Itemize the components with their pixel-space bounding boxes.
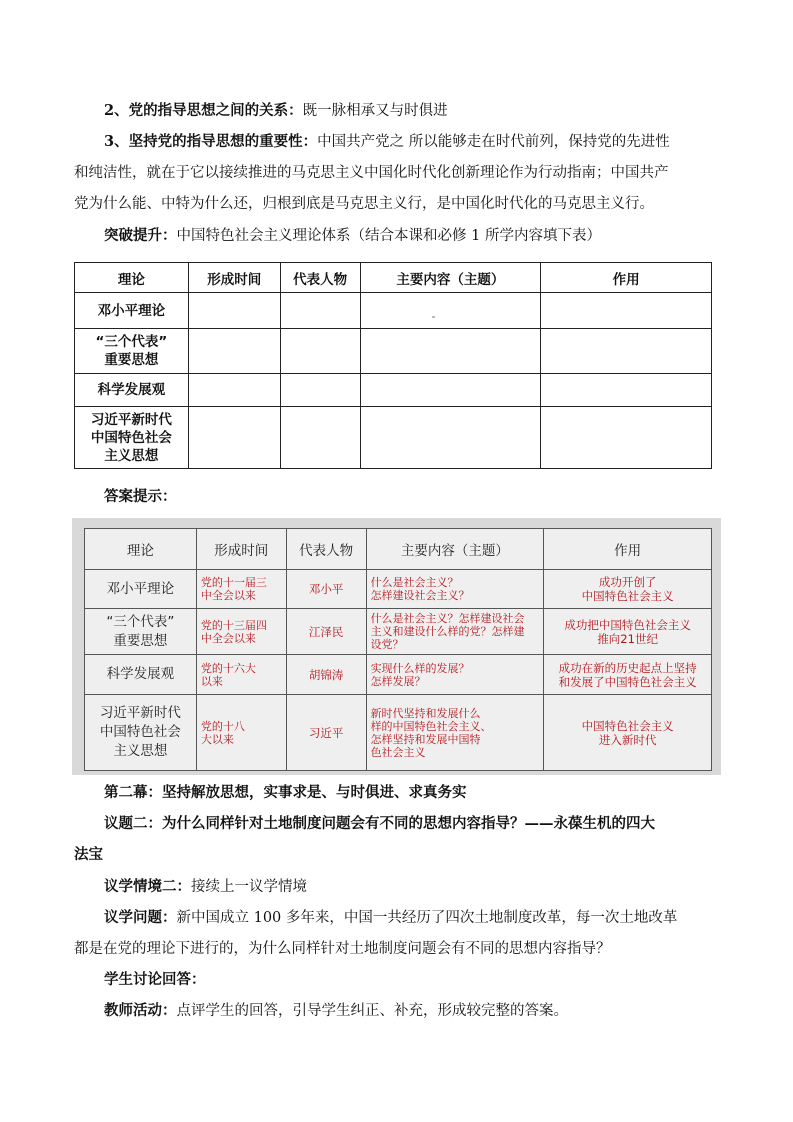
- answer-table: [84, 528, 712, 771]
- question-line-1: [104, 907, 724, 929]
- table-row: [85, 609, 712, 655]
- theory-name: 邓小平理论: [85, 570, 197, 609]
- representative-person: 邓小平: [286, 570, 366, 609]
- blank-cell[interactable]: [188, 329, 280, 374]
- blank-cell[interactable]: [541, 293, 712, 329]
- blank-cell[interactable]: [541, 329, 712, 374]
- answer-image: [72, 518, 721, 775]
- stray-dot: [432, 316, 435, 318]
- answer-header: 形成时间: [196, 529, 286, 570]
- worksheet-header: 主要内容（主题）: [360, 263, 541, 293]
- worksheet-header: 理论: [75, 263, 189, 293]
- blank-cell[interactable]: [360, 329, 541, 374]
- answer-header: 理论: [85, 529, 197, 570]
- main-content: 新时代坚持和发展什么 样的中国特色社会主义、 怎样坚持和发展中国特 色社会主义: [366, 695, 544, 771]
- table-row: [85, 655, 712, 695]
- blank-cell[interactable]: [280, 293, 360, 329]
- theory-name: 科学发展观: [85, 655, 197, 695]
- theory-name: “三个代表” 重要思想: [75, 329, 189, 374]
- theory-name: 习近平新时代 中国特色社会 主义思想: [85, 695, 197, 771]
- role: 成功开创了 中国特色社会主义: [544, 570, 712, 609]
- blank-cell[interactable]: [188, 407, 280, 469]
- blank-cell[interactable]: [188, 374, 280, 407]
- table-row: [85, 695, 712, 771]
- table-row: [75, 374, 712, 407]
- situation-text: 接续上一议学情境: [191, 879, 307, 895]
- importance-line-2: 和纯洁性，就在于它以接续推进的马克思主义中国化时代化创新理论作为行动指南；中国共产: [74, 165, 669, 181]
- importance-line-3: 党为什么能、中特为什么还，归根到底是马克思主义行，是中国化时代化的马克思主义行。: [74, 196, 654, 212]
- teacher-line: [104, 1000, 724, 1022]
- worksheet-header: 作用: [541, 263, 712, 293]
- blank-cell[interactable]: [280, 374, 360, 407]
- question-label: 议学问题：: [104, 909, 177, 926]
- worksheet-header: 形成时间: [188, 263, 280, 293]
- role: 成功在新的历史起点上坚持 和发展了中国特色社会主义: [544, 655, 712, 695]
- formation-time: 党的十六大 以来: [196, 655, 286, 695]
- formation-time: 党的十一届三 中全会以来: [196, 570, 286, 609]
- breakthrough-line: [104, 225, 724, 247]
- importance-text-1: 中国共产党之 所以能够走在时代前列，保持党的先进性: [317, 134, 670, 150]
- worksheet-table: [74, 262, 712, 469]
- answer-hint-label: 答案提示：: [104, 488, 177, 505]
- situation-line: [104, 876, 724, 898]
- main-content: 什么是社会主义？ 怎样建设社会主义？: [366, 570, 544, 609]
- discussion-label: 学生讨论回答：: [104, 971, 206, 988]
- relation-text: 既一脉相承又与时俱进: [302, 103, 448, 119]
- blank-cell[interactable]: [541, 407, 712, 469]
- theory-name: 习近平新时代 中国特色社会 主义思想: [75, 407, 189, 469]
- formation-time: 党的十八 大以来: [196, 695, 286, 771]
- importance-label: 3、坚持党的指导思想的重要性：: [104, 133, 318, 150]
- answer-header: 主要内容（主题）: [366, 529, 544, 570]
- formation-time: 党的十三届四 中全会以来: [196, 609, 286, 655]
- answer-header: 代表人物: [286, 529, 366, 570]
- blank-cell[interactable]: [280, 329, 360, 374]
- theory-name: 邓小平理论: [75, 293, 189, 329]
- topic-line-1: 议题二：为什么同样针对土地制度问题会有不同的思想内容指导？——永葆生机的四大: [104, 815, 655, 832]
- blank-cell[interactable]: [360, 374, 541, 407]
- theory-name: “三个代表” 重要思想: [85, 609, 197, 655]
- worksheet-header-row: [75, 263, 712, 293]
- representative-person: 习近平: [286, 695, 366, 771]
- answer-header: 作用: [544, 529, 712, 570]
- situation-label: 议学情境二：: [104, 878, 191, 895]
- main-content: 什么是社会主义？怎样建设社会 主义和建设什么样的党？怎样建 设党？: [366, 609, 544, 655]
- blank-cell[interactable]: [188, 293, 280, 329]
- table-row: [75, 293, 712, 329]
- blank-cell[interactable]: [541, 374, 712, 407]
- topic-line-2: 法宝: [74, 846, 103, 863]
- table-row: [75, 329, 712, 374]
- question-line-2: 都是在党的理论下进行的，为什么同样针对土地制度问题会有不同的思想内容指导？: [74, 941, 611, 957]
- teacher-text: 点评学生的回答，引导学生纠正、补充，形成较完整的答案。: [176, 1003, 568, 1019]
- relation-line: [104, 100, 724, 122]
- blank-cell[interactable]: [360, 407, 541, 469]
- act2-title: 第二幕：坚持解放思想，实事求是、与时俱进、求真务实: [104, 784, 467, 801]
- importance-line-1: [104, 131, 724, 153]
- representative-person: 江泽民: [286, 609, 366, 655]
- table-row: [75, 407, 712, 469]
- teacher-label: 教师活动：: [104, 1002, 177, 1019]
- role: 中国特色社会主义 进入新时代: [544, 695, 712, 771]
- breakthrough-label: 突破提升：: [104, 227, 177, 244]
- representative-person: 胡锦涛: [286, 655, 366, 695]
- table-row: [85, 570, 712, 609]
- blank-cell[interactable]: [280, 407, 360, 469]
- theory-name: 科学发展观: [75, 374, 189, 407]
- question-text-1: 新中国成立 100 多年来，中国一共经历了四次土地制度改革，每一次土地改革: [176, 910, 678, 926]
- answer-header-row: [85, 529, 712, 570]
- role: 成功把中国特色社会主义 推向21世纪: [544, 609, 712, 655]
- relation-label: 2、党的指导思想之间的关系：: [104, 102, 303, 119]
- worksheet-header: 代表人物: [280, 263, 360, 293]
- blank-cell[interactable]: [360, 293, 541, 329]
- main-content: 实现什么样的发展？ 怎样发展？: [366, 655, 544, 695]
- breakthrough-text: 中国特色社会主义理论体系（结合本课和必修 1 所学内容填下表）: [176, 228, 601, 244]
